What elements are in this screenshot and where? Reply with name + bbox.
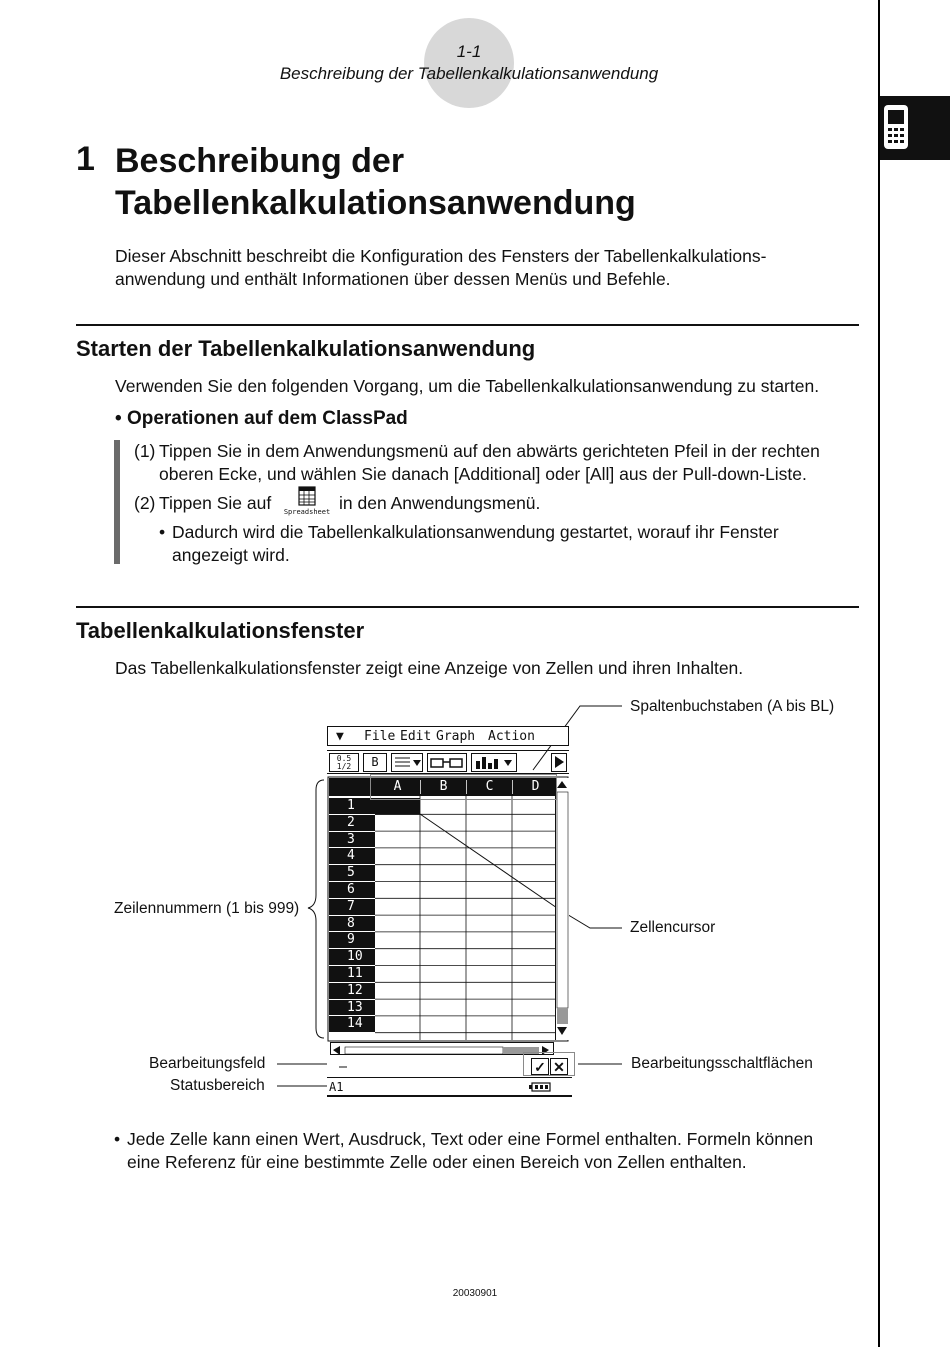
scroll-down-arrow-icon	[557, 1027, 567, 1035]
row-header-8[interactable]: 8	[329, 916, 375, 932]
chapter-number: 1	[76, 140, 95, 178]
column-header-a[interactable]: A	[375, 778, 420, 796]
align-icon	[392, 754, 422, 771]
callout-rows: Zeilennummern (1 bis 999)	[114, 900, 300, 917]
vertical-scrollbar-art	[556, 778, 569, 1040]
app-menubar	[327, 726, 569, 746]
scroll-up-arrow-icon	[557, 781, 567, 788]
column-header-c[interactable]: C	[467, 778, 512, 796]
vertical-scrollbar[interactable]	[555, 778, 569, 1040]
row-header-1[interactable]: 1	[329, 798, 375, 814]
column-header-highlight	[370, 774, 557, 800]
section2-note	[127, 1128, 813, 1174]
menu-file[interactable]: File	[364, 729, 396, 744]
app-toolbar	[327, 750, 569, 774]
horizontal-scrollbar-art	[331, 1045, 553, 1056]
cancel-button[interactable]: ✕	[550, 1058, 568, 1075]
section2-text: Das Tabellenkalkulationsfenster zeigt eine Anzeige von Zellen und ihren Inhalten.	[115, 658, 744, 678]
step1-line2: oberen Ecke, und wählen Sie danach [Additional] oder [All] aus der Pull-down-Liste.	[159, 464, 807, 484]
glasses-icon	[428, 754, 466, 771]
row-header-2[interactable]: 2	[329, 815, 375, 831]
menu-edit[interactable]: Edit	[400, 729, 432, 744]
note-bullet: •	[159, 522, 166, 542]
fraction-top: 0.5	[336, 754, 352, 763]
step1-line1: Tippen Sie in dem Anwendungsmenü auf den abwärts gerichteten Pfeil in der rechten	[159, 441, 820, 461]
horizontal-scrollbar[interactable]	[330, 1042, 554, 1055]
section2-note-bullet: •	[114, 1129, 121, 1149]
bold-button[interactable]: B	[363, 753, 387, 772]
ops-bullet: •	[115, 408, 122, 429]
toolbar-scroll-right-button[interactable]	[551, 753, 567, 772]
callout-status-area: Statusbereich	[170, 1077, 265, 1094]
scroll-left-arrow-icon	[333, 1046, 340, 1055]
step2-text-after: in den Anwendungsmenü.	[339, 493, 541, 513]
note-line1: Dadurch wird die Tabellenkalkulationsanwendung gestartet, worauf ihr Fenster	[172, 522, 779, 542]
confirm-button[interactable]: ✓	[531, 1058, 549, 1075]
graph-type-button[interactable]	[471, 753, 517, 772]
spreadsheet-icon-label: Spreadsheet	[283, 508, 331, 516]
fraction-bottom: 1/2	[336, 762, 352, 771]
step2-text-before: Tippen Sie auf	[159, 493, 272, 513]
running-title: Beschreibung der Tabellenkalkulationsanwendung	[279, 64, 659, 83]
status-bar	[327, 1079, 572, 1097]
callout-edit-field: Bearbeitungsfeld	[149, 1055, 266, 1072]
section1-text: Verwenden Sie den folgenden Vorgang, um die Tabellenkalkulationsanwendung zu starten.	[115, 376, 820, 396]
section2-note-line1: Jede Zelle kann einen Wert, Ausdruck, Text oder eine Formel enthalten. Formeln können	[127, 1129, 814, 1149]
menu-action[interactable]: Action	[488, 729, 535, 744]
menu-dropdown-icon[interactable]: ▼	[336, 729, 344, 744]
step1-number: (1)	[134, 441, 156, 461]
ops-heading-text: Operationen auf dem ClassPad	[126, 408, 408, 429]
row-header-10[interactable]: 10	[329, 949, 375, 965]
column-header-b[interactable]: B	[421, 778, 466, 796]
row-header-9[interactable]: 9	[329, 932, 375, 948]
row-header-14[interactable]: 14	[329, 1016, 375, 1032]
triangle-right-icon	[552, 754, 566, 771]
chapter-title-line1: Beschreibung der	[115, 142, 405, 180]
fraction-toggle-button[interactable]	[329, 753, 359, 772]
battery-icon	[529, 1081, 553, 1093]
row-header-6[interactable]: 6	[329, 882, 375, 898]
section2-note-line2: eine Referenz für eine bestimmte Zelle oder einen Bereich von Zellen enthalten.	[127, 1152, 747, 1172]
view-toggle-button[interactable]	[427, 753, 467, 772]
step2-number: (2)	[134, 493, 156, 513]
row-header-11[interactable]: 11	[329, 966, 375, 982]
align-button[interactable]	[391, 753, 423, 772]
menu-graph[interactable]: Graph	[436, 729, 476, 744]
column-header-d[interactable]: D	[513, 778, 558, 796]
row-header-5[interactable]: 5	[329, 865, 375, 881]
note-line2: angezeigt wird.	[172, 545, 290, 565]
callout-cursor: Zellencursor	[630, 919, 716, 936]
callout-columns: Spaltenbuchstaben (A bis BL)	[630, 698, 835, 715]
edit-buttons-highlight	[523, 1052, 575, 1076]
intro-line1: Dieser Abschnitt beschreibt die Konfiguration des Fensters der Tabellenkalkulations-	[115, 246, 767, 266]
page-number: 1-1	[456, 42, 482, 61]
row-header-4[interactable]: 4	[329, 848, 375, 864]
section1-heading: Starten der Tabellenkalkulationsanwendung	[76, 336, 536, 361]
status-cell: A1	[329, 1080, 344, 1094]
spreadsheet-grid	[327, 776, 569, 1042]
callout-edit-buttons: Bearbeitungsschaltflächen	[631, 1055, 813, 1072]
row-header-13[interactable]: 13	[329, 1000, 375, 1016]
row-header-12[interactable]: 12	[329, 983, 375, 999]
intro-line2: anwendung und enthält Informationen über dessen Menüs und Befehle.	[115, 269, 671, 289]
section2-heading: Tabellenkalkulationsfenster	[76, 618, 365, 643]
footer-code: 20030901	[452, 1288, 498, 1299]
row-header-7[interactable]: 7	[329, 899, 375, 915]
row-header-3[interactable]: 3	[329, 832, 375, 848]
chapter-title-line2: Tabellenkalkulationsanwendung	[115, 184, 636, 222]
cell-cursor	[375, 798, 420, 815]
bar-chart-icon	[472, 754, 516, 771]
